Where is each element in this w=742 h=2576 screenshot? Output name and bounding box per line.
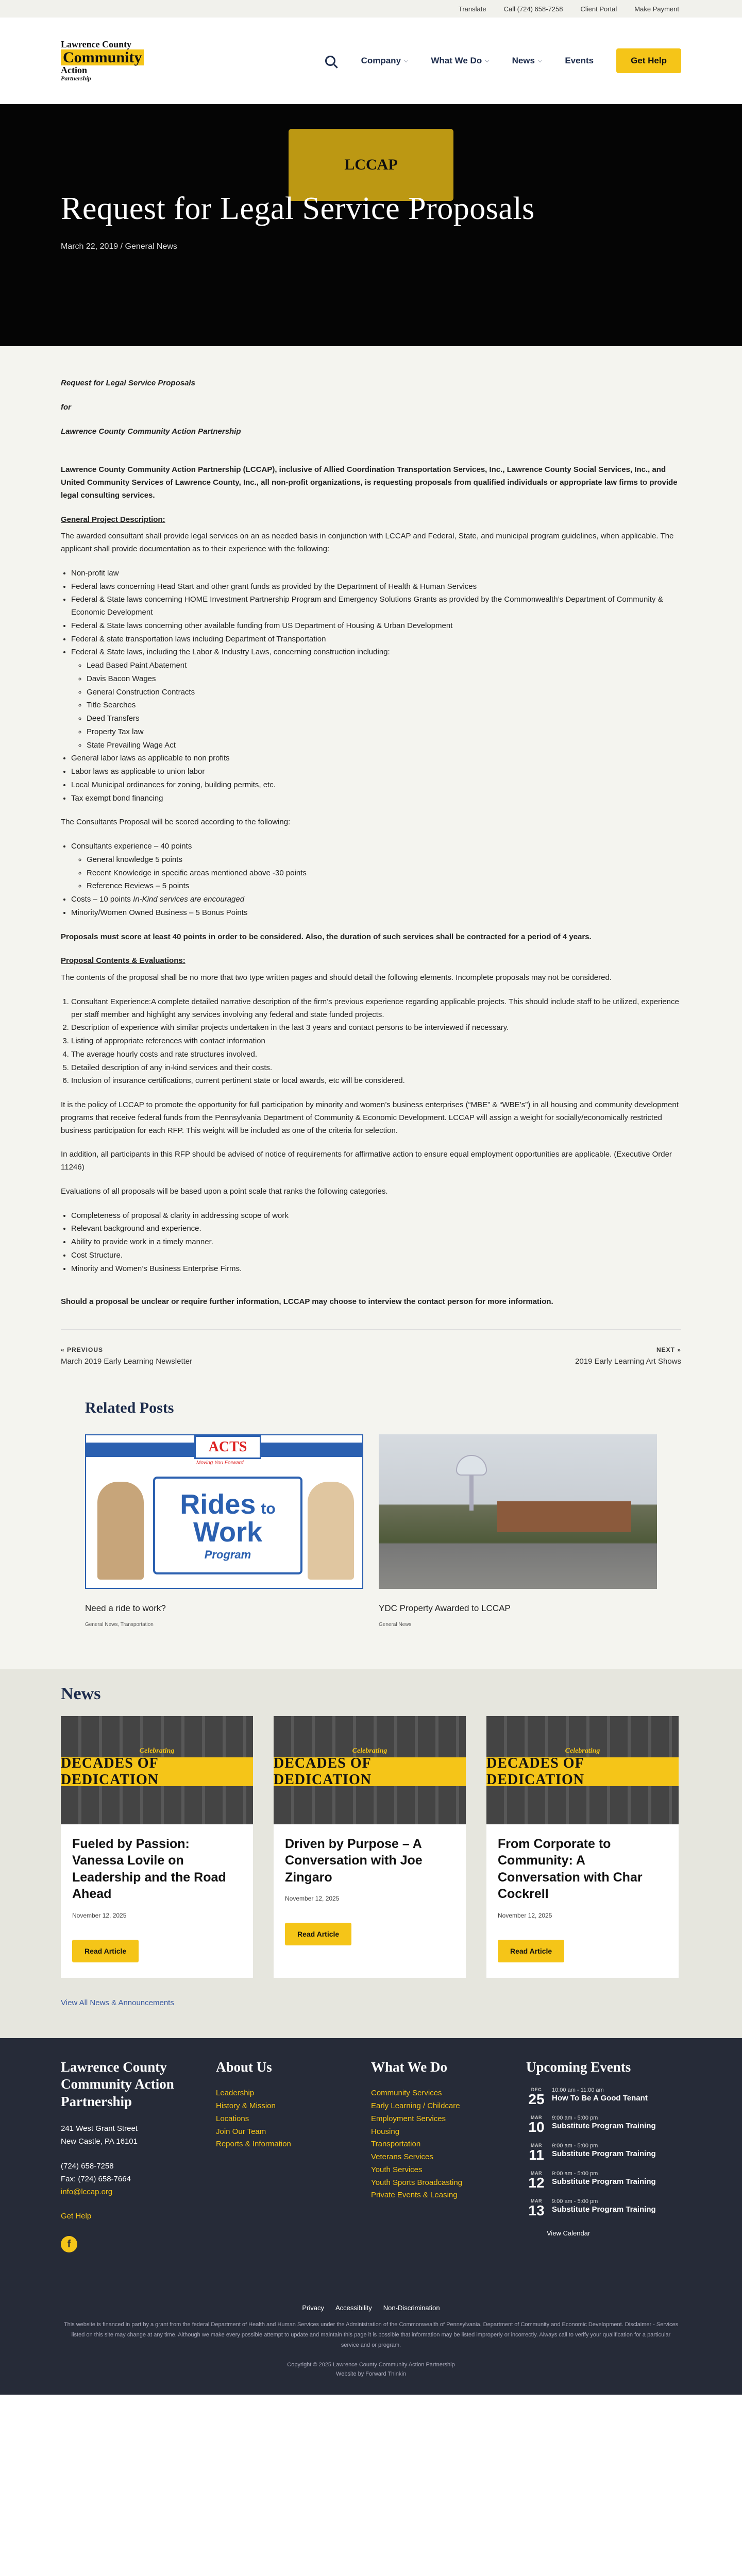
footer-link[interactable]: Community Services bbox=[371, 2089, 442, 2098]
evaluation-list bbox=[71, 1210, 681, 1276]
get-help-button[interactable]: Get Help bbox=[616, 48, 681, 73]
article-heading-1: Request for Legal Service Proposals bbox=[61, 379, 195, 387]
footer-link[interactable]: Youth Sports Broadcasting bbox=[371, 2178, 463, 2187]
scoring-list bbox=[71, 840, 681, 920]
nav-company[interactable]: Company ⌵ bbox=[361, 56, 409, 65]
footer-link[interactable]: Housing bbox=[371, 2127, 400, 2136]
site-credit[interactable]: Website by Forward Thinkin bbox=[336, 2371, 406, 2378]
news-title[interactable]: Fueled by Passion: Vanessa Lovile on Leadership and the Road Ahead bbox=[72, 1836, 226, 1902]
list-item: • Consultants experience – 40 points ◦ General knowledge 5 points ◦ Recent Knowledge in specific areas mentioned above -30 points ◦ Reference Reviews – 5 points bbox=[71, 840, 681, 893]
related-post-card[interactable] bbox=[85, 1434, 363, 1628]
news-card bbox=[274, 1716, 466, 1978]
news-heading: News bbox=[61, 1684, 101, 1703]
article-body bbox=[0, 346, 742, 1384]
intro-paragraph: Lawrence County Community Action Partnership (LCCAP), inclusive of Allied Coordination Transportation Services, Inc., Lawrence County Social Services, Inc., and United Community Services of Lawrence County, Inc., all non-profit organizations, is requesting proposals from qualified individuals or appropriate law firms to provide legal consulting services. bbox=[61, 465, 678, 500]
next-post-link[interactable]: NEXT » 2019 Early Learning Art Shows bbox=[575, 1346, 681, 1366]
list-item: • Labor laws as applicable to union labor bbox=[71, 766, 681, 778]
list-item: ◦ Recent Knowledge in specific areas mentioned above -30 points bbox=[87, 867, 681, 880]
list-item: 6. Inclusion of insurance certifications, current pertinent state or local awards, etc will be considered. bbox=[71, 1075, 681, 1088]
footer-link[interactable]: Transportation bbox=[371, 2140, 421, 2149]
privacy-link[interactable]: Privacy bbox=[302, 2304, 324, 2312]
footer-link[interactable]: Early Learning / Childcare bbox=[371, 2102, 460, 2111]
list-item: ◦ Reference Reviews – 5 points bbox=[87, 880, 681, 893]
footer-link[interactable]: Employment Services bbox=[371, 2114, 446, 2123]
hero-banner bbox=[0, 104, 742, 346]
news-image[interactable]: Celebrating DECADES OF DEDICATION bbox=[61, 1716, 253, 1824]
rides-to-work-image[interactable]: ACTS Moving You Forward Rides to Work Program bbox=[85, 1434, 363, 1589]
closing-paragraph: Should a proposal be unclear or require further information, LCCAP may choose to interview the contact person for more information. bbox=[61, 1297, 553, 1307]
acts-logo: ACTS bbox=[194, 1435, 261, 1459]
read-article-button[interactable]: Read Article bbox=[72, 1940, 139, 1962]
list-item: • Federal & state transportation laws including Department of Transportation bbox=[71, 633, 681, 646]
chevron-down-icon: ⌵ bbox=[538, 57, 543, 64]
list-item: ◦ State Prevailing Wage Act bbox=[87, 739, 681, 752]
event-item[interactable]: MAR 10 9:00 am - 5:00 pm Substitute Program Training bbox=[528, 2115, 656, 2136]
list-item: 4. The average hourly costs and rate structures involved. bbox=[71, 1048, 681, 1061]
related-posts bbox=[0, 1384, 742, 1669]
news-date: November 12, 2025 bbox=[498, 1911, 552, 1919]
related-post-title[interactable]: Need a ride to work? bbox=[85, 1603, 166, 1613]
minimum-score-note: Proposals must score at least 40 points in order to be considered. Also, the duration of such services shall be contracted for a period of 4 years. bbox=[61, 932, 592, 941]
news-title[interactable]: Driven by Purpose – A Conversation with Joe Zingaro bbox=[285, 1836, 423, 1885]
list-item: ◦ General knowledge 5 points bbox=[87, 854, 681, 867]
footer-about: About Us Leadership History & Mission Locations Join Our Team Reports & Information bbox=[216, 2059, 371, 2253]
footer-contact: Lawrence County Community Action Partnership 241 West Grant Street New Castle, PA 16101 (724) 658-7258 Fax: (724) 658-7664 info@lccap.org Get Help f bbox=[61, 2059, 216, 2253]
list-item: 2. Description of experience with similar projects undertaken in the last 3 years and contact persons to be interviewed if necessary. bbox=[71, 1022, 681, 1035]
related-heading: Related Posts bbox=[85, 1399, 174, 1416]
list-item: • Costs – 10 points In-Kind services are encouraged bbox=[71, 893, 681, 906]
footer-link[interactable]: Reports & Information bbox=[216, 2140, 291, 2149]
footer-link[interactable]: Youth Services bbox=[371, 2165, 423, 2174]
view-all-news-link[interactable]: View All News & Announcements bbox=[61, 1998, 174, 2007]
eval-intro: Evaluations of all proposals will be based upon a point scale that ranks the following categories. bbox=[61, 1187, 388, 1196]
chevron-down-icon: ⌵ bbox=[404, 57, 409, 64]
list-item: • Cost Structure. bbox=[71, 1249, 681, 1262]
facebook-icon[interactable]: f bbox=[61, 2236, 77, 2252]
post-navigation bbox=[61, 1329, 681, 1374]
site-logo[interactable] bbox=[61, 40, 215, 82]
related-post-title[interactable]: YDC Property Awarded to LCCAP bbox=[379, 1603, 511, 1613]
list-item: ◦ Deed Transfers bbox=[87, 713, 681, 725]
score-intro: The Consultants Proposal will be scored according to the following: bbox=[61, 818, 291, 827]
section-heading-pce: Proposal Contents & Evaluations: bbox=[61, 956, 185, 965]
list-item: 5. Detailed description of any in-kind services and their costs. bbox=[71, 1062, 681, 1075]
list-item: • Federal & State laws concerning other available funding from US Department of Housing & Urban Development bbox=[71, 620, 681, 633]
translate-link[interactable]: Translate bbox=[458, 5, 486, 13]
top-utility-bar bbox=[0, 0, 742, 18]
event-item[interactable]: DEC 25 10:00 am - 11:00 am How To Be A Good Tenant bbox=[528, 2087, 648, 2108]
copyright: Copyright © 2025 Lawrence County Community Action Partnership bbox=[287, 2361, 455, 2368]
footer-what-we-do: What We Do Community Services Early Learning / Childcare Employment Services Housing Transportation Veterans Services Youth Services Youth Sports Broadcasting Private Events & Leasing bbox=[371, 2059, 526, 2253]
read-article-button[interactable]: Read Article bbox=[498, 1940, 564, 1962]
main-nav bbox=[325, 48, 681, 73]
footer-events: Upcoming Events DEC 25 10:00 am - 11:00 am How To Be A Good Tenant MAR 10 9:00 am - 5:00 pm Substitute Program Training MAR 11 9:00 am - 5:00 pm Substitute Program Training MAR 12 9:00 am - 5:00 pm Substitute Program Training MAR 13 9:00 am - 5:00 pm Substitute Program Training View Calendar bbox=[526, 2059, 681, 2253]
list-item: • Ability to provide work in a timely manner. bbox=[71, 1236, 681, 1249]
policy-paragraph: It is the policy of LCCAP to promote the opportunity for full participation by minority and women’s business enterprises (“MBE” & “WBE’s”) in all housing and community development programs that receive federal funds from the Pennsylvania Department of Community & Economic Development. LCCAP will assign a weight for socially/economically restricted business participation for each RFP. This weight will be included as one of the criteria for selection. bbox=[61, 1100, 679, 1135]
previous-post-link[interactable]: « PREVIOUS March 2019 Early Learning Newsletter bbox=[61, 1346, 193, 1366]
section-heading-gpd: General Project Description: bbox=[61, 515, 165, 524]
eo-paragraph: In addition, all participants in this RFP should be advised of notice of requirements for affirmative action to ensure equal employment opportunities are applicable. (Executive Order 11246) bbox=[61, 1150, 672, 1172]
view-calendar-link[interactable]: View Calendar bbox=[547, 2229, 591, 2238]
footer-bottom bbox=[61, 2304, 681, 2395]
list-item: ◦ Lead Based Paint Abatement bbox=[87, 659, 681, 672]
footer-disclaimer: This website is financed in part by a grant from the federal Department of Health and Human Services under the Administration of the Commonwealth of Pennsylvania, Department of Community and Economic Development. Disclaimer - Services listed on this site may change at any time. Although we make every possible attempt to update and maintain this page it is possible that information may be listed improperly or incorrectly. Always call to verify your qualification for a particular service and or program. bbox=[63, 2321, 679, 2348]
footer-org-name: Lawrence County Community Action Partnership bbox=[61, 2059, 174, 2110]
article-heading-2: for bbox=[61, 402, 71, 412]
related-post-categories: General News bbox=[379, 1621, 412, 1628]
list-item: • Relevant background and experience. bbox=[71, 1223, 681, 1235]
list-item: • General labor laws as applicable to non profits bbox=[71, 752, 681, 765]
page-title: Request for Legal Service Proposals bbox=[61, 191, 535, 226]
footer-phone[interactable]: (724) 658-7258 bbox=[61, 2161, 114, 2171]
list-item: ◦ Property Tax law bbox=[87, 726, 681, 739]
site-footer bbox=[0, 2038, 742, 2395]
footer-link[interactable]: History & Mission bbox=[216, 2102, 276, 2111]
list-item: ◦ General Construction Contracts bbox=[87, 686, 681, 699]
list-item: • Non-profit law bbox=[71, 567, 681, 580]
read-article-button[interactable]: Read Article bbox=[285, 1923, 351, 1945]
footer-get-help-link[interactable]: Get Help bbox=[61, 2211, 92, 2221]
article-heading-3: Lawrence County Community Action Partnership bbox=[61, 427, 241, 436]
list-item: • Federal & State laws concerning HOME Investment Partnership Program and Emergency Solutions Grants as provided by the Commonwealth’s Department of Community & Economic Development bbox=[71, 594, 681, 619]
gpd-paragraph: The awarded consultant shall provide legal services on an as needed basis in conjunction with LCCAP and Federal, State, and municipal program guidelines, when applicable. The applicant shall provide documentation as to their experience with the following: bbox=[61, 532, 674, 553]
construction-sublist bbox=[87, 659, 681, 752]
list-item: • Tax exempt bond financing bbox=[71, 792, 681, 805]
nav-events[interactable]: Events bbox=[565, 56, 594, 65]
news-date: November 12, 2025 bbox=[72, 1911, 127, 1919]
chevron-down-icon: ⌵ bbox=[485, 57, 490, 64]
list-item: • Federal & State laws, including the Labor & Industry Laws, concerning construction including: ◦ Lead Based Paint Abatement ◦ Davis Bacon Wages ◦ General Construction Contracts ◦ Title Searches ◦ Deed Transfers ◦ Property Tax law ◦ State Prevailing Wage Act bbox=[71, 646, 681, 752]
pce-paragraph: The contents of the proposal shall be no more that two type written pages and should detail the following elements. Incomplete proposals may not be considered. bbox=[61, 973, 612, 982]
news-title[interactable]: From Corporate to Community: A Conversation with Char Cockrell bbox=[498, 1836, 643, 1902]
footer-link[interactable]: Locations bbox=[216, 2114, 249, 2123]
footer-link[interactable]: Leadership bbox=[216, 2089, 255, 2098]
accessibility-link[interactable]: Accessibility bbox=[335, 2304, 372, 2312]
list-item: • Minority and Women’s Business Enterprise Firms. bbox=[71, 1263, 681, 1276]
nav-news[interactable]: News ⌵ bbox=[512, 56, 543, 65]
list-item: • Completeness of proposal & clarity in addressing scope of work bbox=[71, 1210, 681, 1223]
proposal-elements-list bbox=[71, 996, 681, 1088]
footer-link[interactable]: Veterans Services bbox=[371, 2153, 433, 2162]
experience-list bbox=[71, 567, 681, 805]
event-item[interactable]: MAR 13 9:00 am - 5:00 pm Substitute Program Training bbox=[528, 2198, 656, 2219]
list-item: • Federal laws concerning Head Start and other grant funds as provided by the Department of Health & Human Services bbox=[71, 581, 681, 594]
event-item[interactable]: MAR 12 9:00 am - 5:00 pm Substitute Program Training bbox=[528, 2171, 656, 2191]
list-item: • Minority/Women Owned Business – 5 Bonus Points bbox=[71, 907, 681, 920]
hero-logo-watermark: LCCAP bbox=[289, 129, 453, 201]
list-item: • Local Municipal ordinances for zoning, building permits, etc. bbox=[71, 779, 681, 792]
logo-wordmark: Lawrence County Community Action Partnership bbox=[61, 40, 144, 82]
call-link[interactable]: Call (724) 658-7258 bbox=[503, 5, 563, 13]
search-icon[interactable] bbox=[325, 56, 335, 66]
news-image[interactable]: Celebrating DECADES OF DEDICATION bbox=[486, 1716, 679, 1824]
footer-link[interactable]: Join Our Team bbox=[216, 2127, 266, 2136]
news-section bbox=[0, 1669, 742, 2038]
client-portal-link[interactable]: Client Portal bbox=[580, 5, 617, 13]
make-payment-link[interactable]: Make Payment bbox=[634, 5, 679, 13]
list-item: ◦ Davis Bacon Wages bbox=[87, 673, 681, 686]
non-discrimination-link[interactable]: Non-Discrimination bbox=[383, 2304, 440, 2312]
list-item: 3. Listing of appropriate references with contact information bbox=[71, 1035, 681, 1048]
list-item: 1. Consultant Experience:A complete detailed narrative description of the firm’s previous experience regarding applicable projects. This should include staff to be utilized, experience per staff member and highlight any services involving any federal and state funded projects. bbox=[71, 996, 681, 1022]
related-post-card[interactable] bbox=[379, 1434, 657, 1628]
ydc-property-image[interactable] bbox=[379, 1434, 657, 1589]
news-card bbox=[486, 1716, 679, 1978]
news-date: November 12, 2025 bbox=[285, 1895, 340, 1903]
list-item: ◦ Title Searches bbox=[87, 699, 681, 712]
event-item[interactable]: MAR 11 9:00 am - 5:00 pm Substitute Program Training bbox=[529, 2143, 656, 2163]
scoring-sublist bbox=[87, 854, 681, 893]
site-header bbox=[0, 18, 742, 104]
post-meta: March 22, 2019 / General News bbox=[61, 242, 177, 251]
news-image[interactable]: Celebrating DECADES OF DEDICATION bbox=[274, 1716, 466, 1824]
footer-email[interactable]: info@lccap.org bbox=[61, 2187, 113, 2196]
nav-what-we-do[interactable]: What We Do ⌵ bbox=[431, 56, 490, 65]
related-post-categories: General News, Transportation bbox=[85, 1621, 154, 1628]
footer-link[interactable]: Private Events & Leasing bbox=[371, 2191, 458, 2200]
news-card bbox=[61, 1716, 253, 1978]
